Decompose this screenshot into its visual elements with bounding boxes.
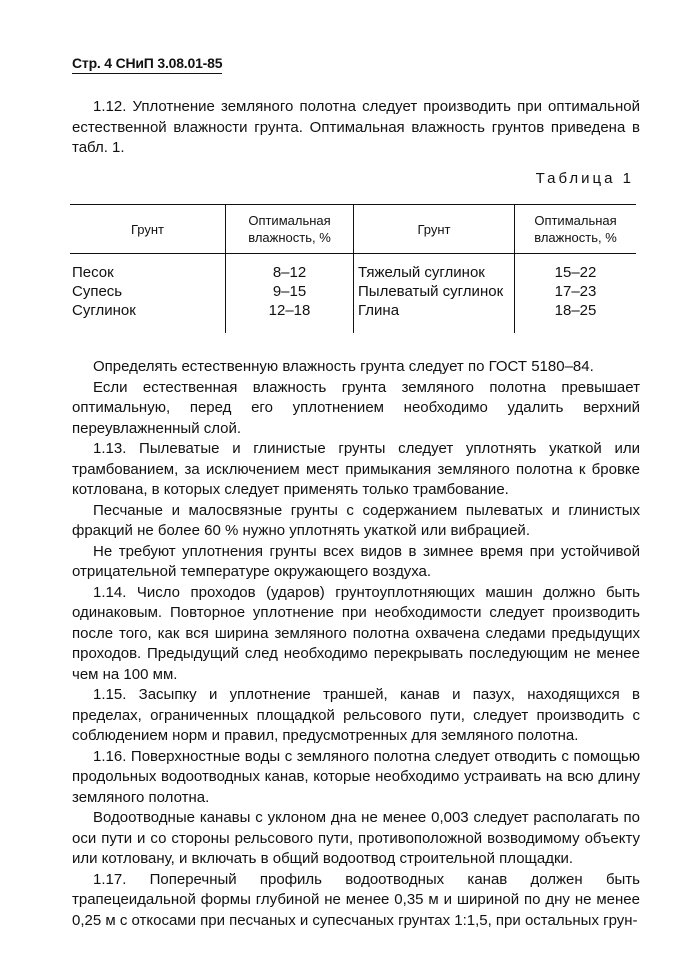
table-cell: 12–18 xyxy=(268,302,311,319)
table-cell: Супесь xyxy=(72,283,123,300)
header-soil-right: Грунт xyxy=(353,205,514,253)
table-cell: Суглинок xyxy=(72,302,136,319)
soil-column-left xyxy=(70,254,225,333)
table-cell: Глина xyxy=(358,302,400,319)
paragraph-drainage: Водоотводные канавы с уклоном дна не менее 0,003 следует располагать по оси пути и со стороны рельсового пути, противоположной возводимому объекту или котловану, и включать в общий водоотвод строительной площадки. xyxy=(72,809,640,867)
header-soil-left: Грунт xyxy=(130,221,165,237)
table-cell: Песок xyxy=(72,264,114,281)
table-cell: 18–25 xyxy=(554,302,597,319)
paragraph-gost: Определять естественную влажность грунта следует по ГОСТ 5180–84. xyxy=(93,358,594,375)
table-cell: Тяжелый суглинок xyxy=(358,264,485,281)
header-humidity-left: Оптимальная влажность, % xyxy=(225,205,353,253)
humidity-table xyxy=(70,204,636,333)
main-text xyxy=(72,357,640,931)
paragraph-1-15: 1.15. Засыпку и уплотнение траншей, канав и пазух, находящихся в пределах, ограниченных площадкой рельсового пути, следует производить с соблюдением норм и правил, предусмотренных для земляного полотна. xyxy=(72,686,640,744)
table-cell: 8–12 xyxy=(272,264,307,281)
humidity-column-right xyxy=(514,254,636,333)
paragraph-1-17: 1.17. Поперечный профиль водоотводных канав должен быть трапецеидальной формы глубиной не менее 0,35 м и шириной по дну не менее 0,25 м с откосами при песчаных и супесчаных грунтах 1:1,5, при остальных грун- xyxy=(72,870,640,929)
humidity-column-left xyxy=(225,254,353,333)
table-header-row xyxy=(70,205,636,253)
header-humidity-right: Оптимальная влажность, % xyxy=(514,205,636,253)
table-cell: 9–15 xyxy=(272,283,307,300)
paragraph-overmoist: Если естественная влажность грунта земляного полотна превышает оптимальную, перед его уплотнением необходимо удалить верхний переувлажненный слой. xyxy=(72,378,640,437)
intro-section xyxy=(72,97,640,159)
paragraph-1-12: 1.12. Уплотнение земляного полотна следует производить при оптимальной естественной влажности грунта. Оптимальная влажность грунтов приведена в табл. 1. xyxy=(72,98,640,156)
paragraph-1-16: 1.16. Поверхностные воды с земляного полотна следует отводить с помощью продольных водоотводных канав, которые необходимо устраивать на всю длину земляного полотна. xyxy=(72,747,640,806)
page-header: Стр. 4 СНиП 3.08.01-85 xyxy=(72,55,222,74)
table-body xyxy=(70,254,636,333)
table-cell: 17–23 xyxy=(554,283,597,300)
paragraph-winter: Не требуют уплотнения грунты всех видов в зимнее время при устойчивой отрицательной температуре окружающего воздуха. xyxy=(72,542,640,580)
soil-column-right xyxy=(353,254,514,333)
table-cell: 15–22 xyxy=(554,264,597,281)
paragraph-sandy-soils: Песчаные и малосвязные грунты с содержанием пылеватых и глинистых фракций не более 60 % нужно уплотнять укаткой или вибрацией. xyxy=(72,501,640,539)
paragraph-1-13: 1.13. Пылеватые и глинистые грунты следует уплотнять укаткой или трамбованием, за исключением мест примыкания земляного полотна к бровке котлована, в которых следует применять только трамбование. xyxy=(72,440,640,498)
table-cell: Пылеватый суглинок xyxy=(358,283,504,300)
table-caption: Таблица 1 xyxy=(535,170,634,187)
paragraph-1-14: 1.14. Число проходов (ударов) грунтоуплотняющих машин должно быть одинаковым. Повторное уплотнение при необходимости следует производить после того, как вся ширина земляного полотна охвачена следами предыдущих проходов. Предыдущий след необходимо перекрывать последующим не менее чем на 100 мм. xyxy=(72,583,640,683)
